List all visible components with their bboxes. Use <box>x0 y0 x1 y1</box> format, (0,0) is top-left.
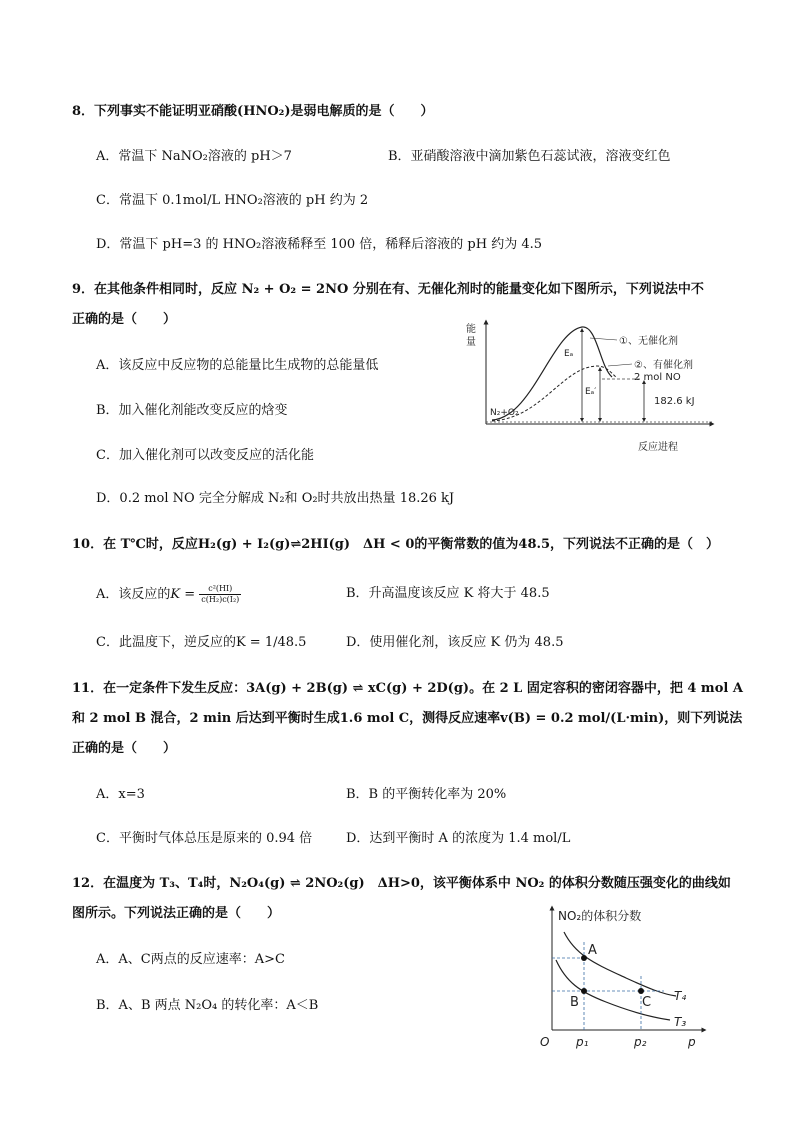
q11-option-d: D．达到平衡时 A 的浓度为 1.4 mol/L <box>346 831 571 846</box>
q10-option-a-k: K = <box>170 587 196 602</box>
q9-option-b: B．加入催化剂能改变反应的焓变 <box>96 403 288 418</box>
q12-stem-line2: 图所示。下列说法正确的是（ ） <box>72 906 281 921</box>
q10-stem: 10．在 T℃时，反应H₂(g) + I₂(g)⇌2HI(g) ΔH < 0的平衡常数的值为48.5，下列说法不正确的是（ ） <box>72 537 720 552</box>
q11-option-a: A．x=3 <box>96 787 145 802</box>
label-ea-prime: Eₐ′ <box>585 387 597 397</box>
q8-option-a: A．常温下 NaNO₂溶液的 pH＞7 <box>96 149 292 164</box>
leader-curve1 <box>590 338 617 340</box>
q9-option-a: A．该反应中反应物的总能量比生成物的总能量低 <box>96 358 379 373</box>
label-t3: T₃ <box>674 1015 687 1029</box>
q9-option-d: D．0.2 mol NO 完全分解成 N₂和 O₂时共放出热量 18.26 kJ <box>96 491 455 506</box>
pressure-origin: O <box>540 1035 550 1049</box>
q10-option-a <box>96 584 241 605</box>
energy-ylabel-2: 量 <box>466 337 476 348</box>
q9-option-c: C．加入催化剂可以改变反应的活化能 <box>96 448 314 463</box>
fraction-denominator: c(H₂)c(I₂) <box>201 595 240 604</box>
label-point-c: C <box>642 995 652 1010</box>
energy-xlabel: 反应进程 <box>638 442 678 453</box>
leader-curve2 <box>608 364 632 366</box>
q8-option-b: B．亚硝酸溶液中滴加紫色石蕊试液，溶液变红色 <box>388 149 671 164</box>
label-ea: Eₐ <box>564 349 574 359</box>
pressure-xlabel: p <box>688 1035 696 1049</box>
curve-no-catalyst <box>492 327 612 420</box>
pressure-tick-p1: p₁ <box>576 1035 589 1049</box>
label-curve2: ②、有催化剂 <box>634 360 693 371</box>
point-a <box>581 955 587 961</box>
q12-option-a: A．A、C两点的反应速率：A>C <box>96 952 285 967</box>
q8-option-c: C．常温下 0.1mol/L HNO₂溶液的 pH 约为 2 <box>96 193 369 208</box>
label-product: 2 mol NO <box>634 372 681 383</box>
q8-stem: 8．下列事实不能证明亚硝酸(HNO₂)是弱电解质的是（ ） <box>72 104 434 119</box>
q8-option-d: D．常温下 pH=3 的 HNO₂溶液稀释至 100 倍，稀释后溶液的 pH 约为 4.5 <box>96 237 543 252</box>
q12-stem-line1: 12．在温度为 T₃、T₄时，N₂O₄(g) ⇌ 2NO₂(g) ΔH>0，该平衡体系中 NO₂ 的体积分数随压强变化的曲线如 <box>72 876 731 891</box>
q12-option-b: B．A、B 两点 N₂O₄ 的转化率：A＜B <box>96 998 319 1013</box>
label-curve1: ①、无催化剂 <box>619 336 678 347</box>
q11-option-b: B．B 的平衡转化率为 20% <box>346 787 507 802</box>
q9-stem-line2: 正确的是（ ） <box>72 312 177 327</box>
q10-option-b: B．升高温度该反应 K 将大于 48.5 <box>346 586 550 601</box>
q10-option-c: C．此温度下，逆反应的K = 1/48.5 <box>96 635 307 650</box>
label-dh: 182.6 kJ <box>654 396 695 407</box>
energy-diagram <box>462 312 726 456</box>
label-point-b: B <box>570 995 579 1010</box>
equilibrium-constant-fraction <box>199 584 241 605</box>
label-point-a: A <box>588 943 597 958</box>
pressure-tick-p2: p₂ <box>634 1035 647 1049</box>
q11-option-c: C．平衡时气体总压是原来的 0.94 倍 <box>96 831 313 846</box>
label-reactant: N₂+O₂ <box>490 408 519 418</box>
pressure-diagram <box>536 902 708 1052</box>
point-b <box>581 988 587 994</box>
q11-stem-line3: 正确的是（ ） <box>72 741 177 756</box>
q10-option-a-prefix: A．该反应的 <box>96 587 171 602</box>
fraction-numerator: c²(HI) <box>199 584 241 595</box>
energy-ylabel-1: 能 <box>466 324 476 335</box>
q11-stem-line1: 11．在一定条件下发生反应：3A(g) + 2B(g) ⇌ xC(g) + 2D(g)。在 2 L 固定容积的密闭容器中，把 4 mol A <box>72 681 743 696</box>
q10-option-d: D．使用催化剂，该反应 K 仍为 48.5 <box>346 635 564 650</box>
q9-stem-line1: 9．在其他条件相同时，反应 N₂ + O₂ = 2NO 分别在有、无催化剂时的能量变化如下图所示，下列说法中不 <box>72 282 704 297</box>
point-c <box>638 988 644 994</box>
q11-stem-line2: 和 2 mol B 混合，2 min 后达到平衡时生成1.6 mol C，测得反应速率v(B) = 0.2 mol/(L·min)，则下列说法 <box>72 711 743 726</box>
curve-t4 <box>564 932 676 996</box>
pressure-ylabel: NO₂的体积分数 <box>558 909 642 923</box>
label-t4: T₄ <box>674 989 687 1003</box>
